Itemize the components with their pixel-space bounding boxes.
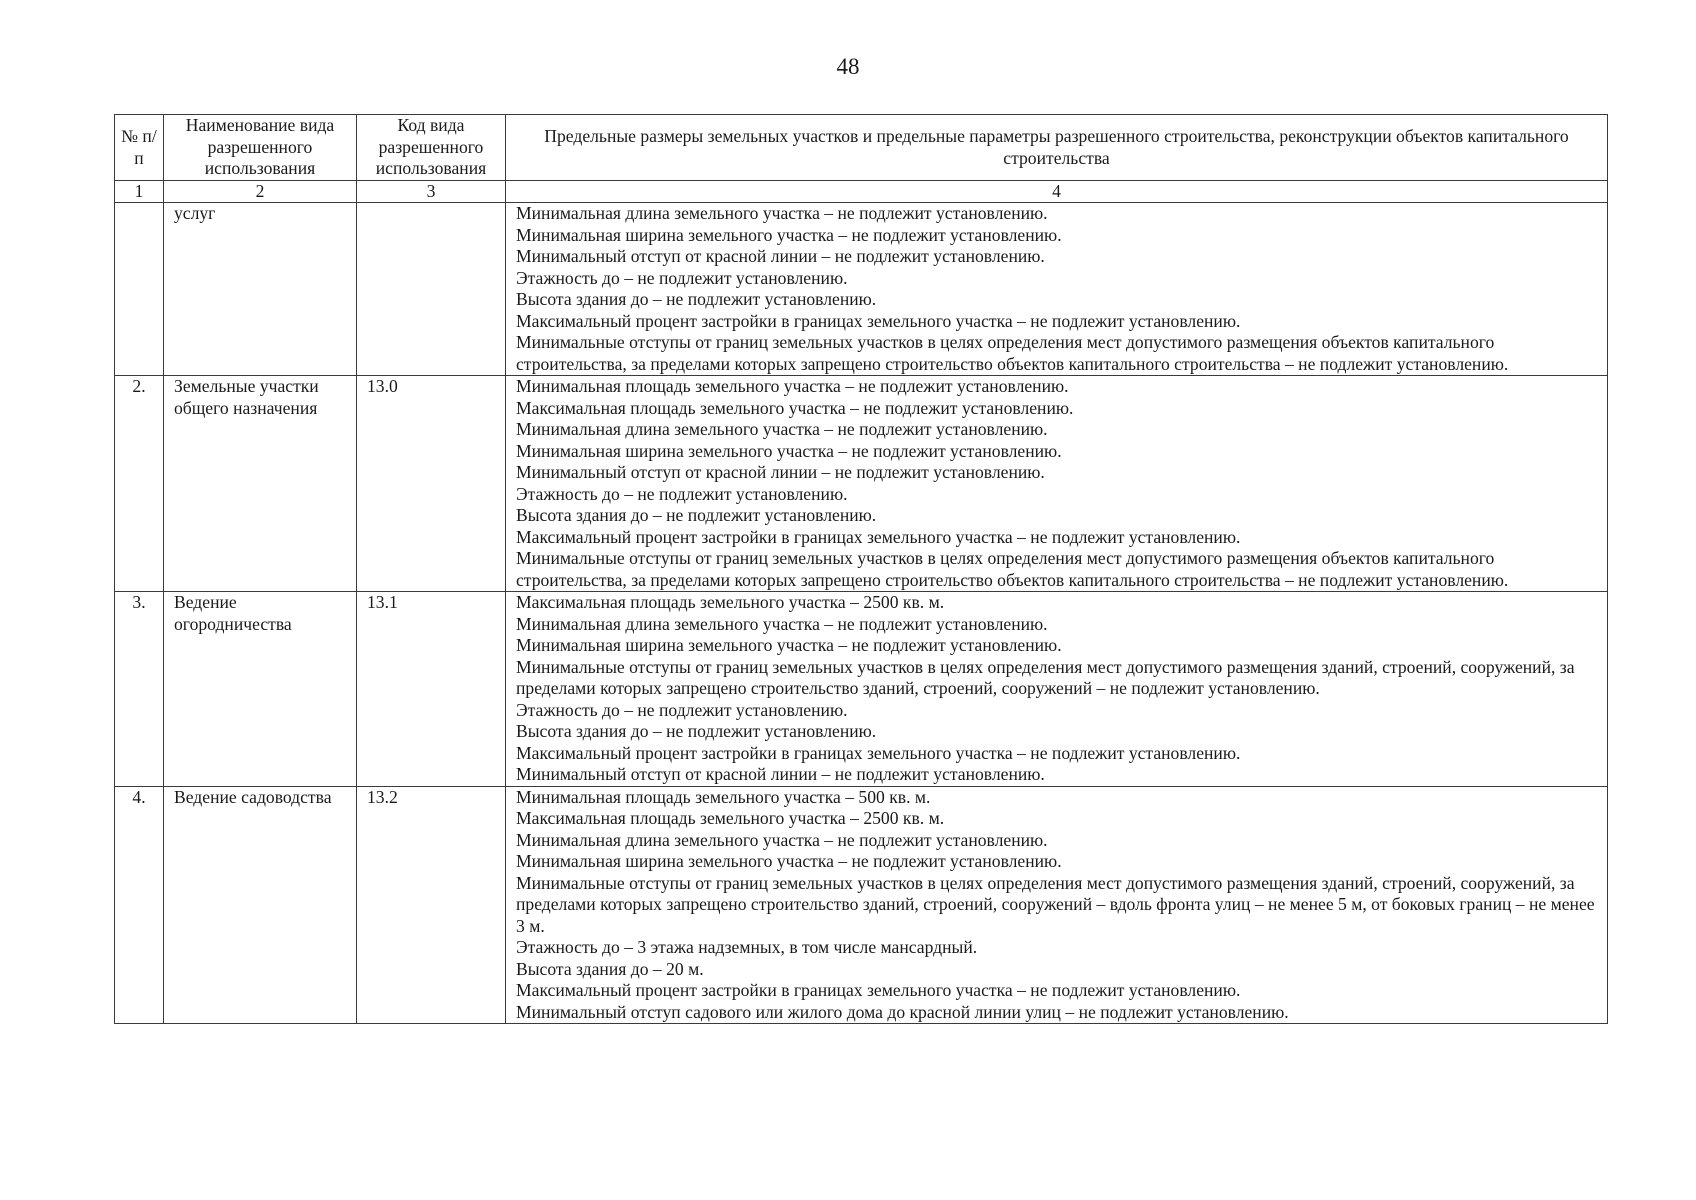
limit-parameters-cell (506, 786, 1608, 1024)
row-number: 3. (115, 592, 164, 787)
parameter-line: Максимальный процент застройки в границах земельного участка – не подлежит установлению. (516, 742, 1241, 763)
limit-parameters-cell (506, 203, 1608, 376)
parameter-line: Этажность до – не подлежит установлению. (516, 699, 848, 720)
use-type-name: услуг (164, 203, 357, 376)
column-number-row (115, 181, 1608, 203)
table-row (115, 203, 1608, 376)
limit-parameters-cell (506, 376, 1608, 592)
parameter-line: Минимальная длина земельного участка – не подлежит установлению. (516, 829, 1048, 850)
column-number: 1 (115, 181, 164, 203)
parameter-line: Максимальный процент застройки в границах земельного участка – не подлежит установлению. (516, 310, 1241, 331)
column-number: 2 (164, 181, 357, 203)
parameter-line: Минимальные отступы от границ земельных участков в целях определения мест допустимого размещения зданий, строений, сооружений, за пределами которых запрещено строительство зданий, строений, сооружений – не подлежит установлению. (516, 656, 1575, 698)
parameter-line: Высота здания до – 20 м. (516, 958, 704, 979)
parameter-line: Максимальная площадь земельного участка – 2500 кв. м. (516, 808, 945, 828)
parameter-line: Этажность до – 3 этажа надземных, в том числе мансардный. (516, 937, 978, 957)
use-type-code (357, 203, 506, 376)
header-number: № п/п (115, 115, 164, 181)
parameter-line: Высота здания до – не подлежит установлению. (516, 721, 877, 741)
use-type-name: Ведение огородничества (164, 592, 357, 787)
use-type-name: Земельные участки общего назначения (164, 376, 357, 592)
parameter-line: Минимальный отступ от красной линии – не подлежит установлению. (516, 462, 1045, 482)
parameter-line: Этажность до – не подлежит установлению. (516, 483, 848, 504)
table-row (115, 592, 1608, 787)
use-type-code: 13.2 (357, 786, 506, 1024)
parameter-line: Максимальная площадь земельного участка – не подлежит установлению. (516, 397, 1074, 418)
parameter-line: Высота здания до – не подлежит установлению. (516, 289, 877, 309)
limit-parameters-cell (506, 592, 1608, 787)
row-number: 2. (115, 376, 164, 592)
parameter-line: Этажность до – не подлежит установлению. (516, 267, 848, 288)
table-body (115, 203, 1608, 1024)
parameter-line: Минимальная ширина земельного участка – не подлежит установлению. (516, 635, 1062, 655)
parameter-line: Минимальный отступ садового или жилого дома до красной линии улиц – не подлежит установлению. (516, 1001, 1289, 1022)
parameter-line: Минимальные отступы от границ земельных участков в целях определения мест допустимого размещения объектов капитального строительства, за пределами которых запрещено строительство объектов капитального строительства – не подлежит установлению. (516, 332, 1509, 374)
row-number: 4. (115, 786, 164, 1024)
parameter-line: Минимальная ширина земельного участка – не подлежит установлению. (516, 440, 1062, 461)
use-type-name: Ведение садоводства (164, 786, 357, 1024)
use-type-code: 13.1 (357, 592, 506, 787)
header-use-type-name: Наименование вида разрешенного использования (164, 115, 357, 181)
parameter-line: Минимальная длина земельного участка – не подлежит установлению. (516, 419, 1048, 439)
parameter-line: Минимальная ширина земельного участка – не подлежит установлению. (516, 224, 1062, 245)
parameter-line: Минимальная площадь земельного участка – 500 кв. м. (516, 786, 931, 807)
land-use-regulations-table (114, 114, 1608, 1024)
table-header-row (115, 115, 1608, 181)
parameter-line: Минимальный отступ от красной линии – не подлежит установлению. (516, 246, 1045, 266)
parameter-line: Максимальный процент застройки в границах земельного участка – не подлежит установлению. (516, 526, 1241, 547)
header-limit-parameters: Предельные размеры земельных участков и предельные параметры разрешенного строительства, реконструкции объектов капитального строительства (506, 115, 1608, 181)
table-row (115, 376, 1608, 592)
parameter-line: Минимальная ширина земельного участка – не подлежит установлению. (516, 851, 1062, 871)
use-type-code: 13.0 (357, 376, 506, 592)
parameter-line: Минимальная длина земельного участка – не подлежит установлению. (516, 613, 1048, 634)
parameter-line: Высота здания до – не подлежит установлению. (516, 505, 877, 525)
parameter-line: Минимальный отступ от красной линии – не подлежит установлению. (516, 764, 1045, 784)
page-number: 48 (836, 54, 860, 79)
parameter-line: Минимальная длина земельного участка – не подлежит установлению. (516, 203, 1048, 223)
parameter-line: Максимальная площадь земельного участка – 2500 кв. м. (516, 592, 945, 612)
parameter-line: Минимальные отступы от границ земельных участков в целях определения мест допустимого размещения объектов капитального строительства, за пределами которых запрещено строительство объектов капитального строительства – не подлежит установлению. (516, 548, 1509, 590)
parameter-line: Минимальные отступы от границ земельных участков в целях определения мест допустимого размещения зданий, строений, сооружений, за пределами которых запрещено строительство зданий, строений, сооружений – вдоль фронта улиц – не менее 5 м, от боковых границ – не менее 3 м. (516, 872, 1595, 936)
parameter-line: Минимальная площадь земельного участка – не подлежит установлению. (516, 376, 1069, 396)
header-use-type-code: Код вида разрешенного использования (357, 115, 506, 181)
table-row (115, 786, 1608, 1024)
column-number: 4 (506, 181, 1608, 203)
parameter-line: Максимальный процент застройки в границах земельного участка – не подлежит установлению. (516, 980, 1241, 1000)
column-number: 3 (357, 181, 506, 203)
row-number (115, 203, 164, 376)
